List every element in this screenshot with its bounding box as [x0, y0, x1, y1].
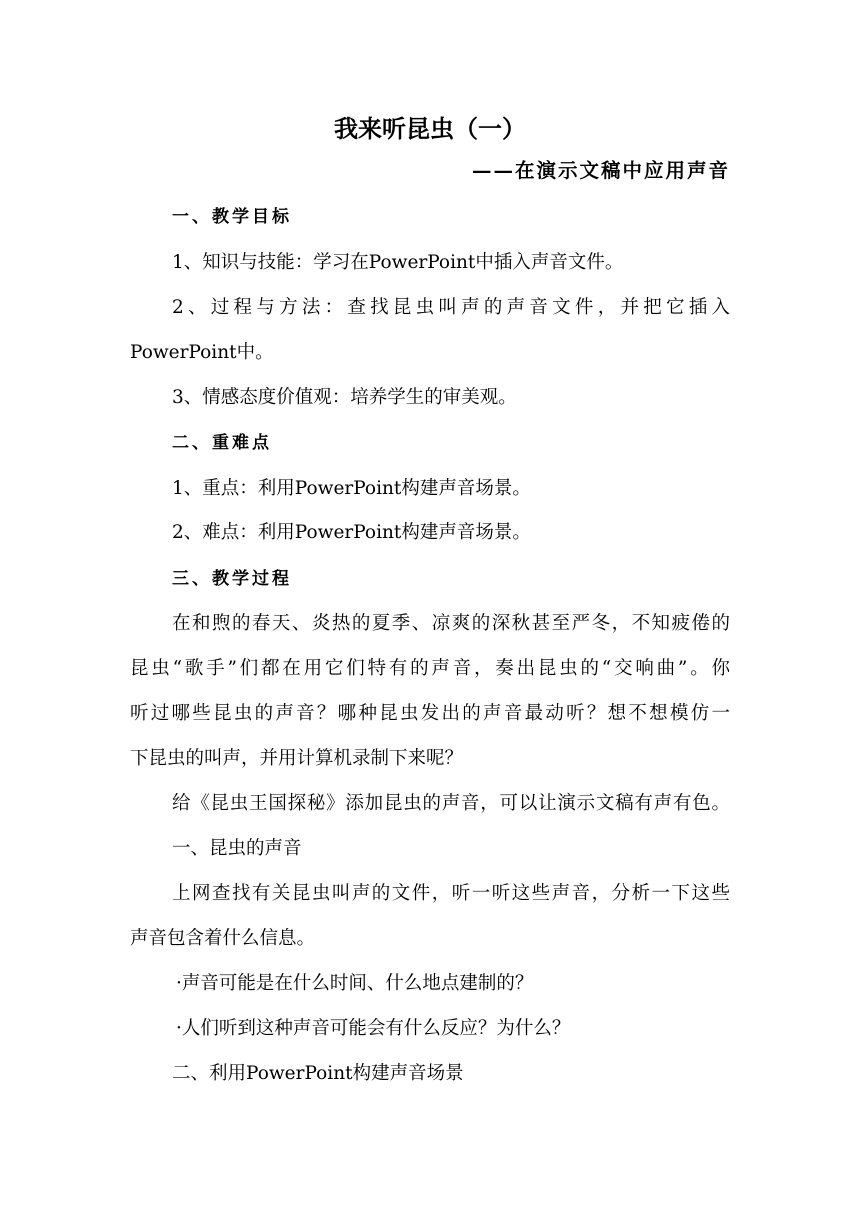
paragraph-intro-line2: 昆虫“歌手”们都在用它们特有的声音，奏出昆虫的“交响曲”。你	[130, 658, 730, 679]
paragraph-intro-line1: 在和煦的春天、炎热的夏季、凉爽的深秋甚至严冬，不知疲倦的	[172, 613, 730, 634]
bullet-item-time-place: ·声音可能是在什么时间、什么地点建制的？	[176, 973, 534, 994]
doc-title: 我来听昆虫（一）	[334, 115, 526, 143]
section-heading-process: 三、教学过程	[172, 569, 292, 589]
paragraph-search-line1: 上网查找有关昆虫叫声的文件，听一听这些声音，分析一下这些	[172, 883, 730, 904]
paragraph-knowledge-skills: 1、知识与技能：学习在PowerPoint中插入声音文件。	[172, 252, 624, 273]
doc-subtitle: ——在演示文稿中应用声音	[471, 159, 730, 182]
paragraph-search-line2: 声音包含着什么信息。	[130, 928, 316, 949]
paragraph-attitude-values: 3、情感态度价值观：培养学生的审美观。	[172, 387, 517, 408]
paragraph-intro-line3: 听过哪些昆虫的声音？哪种昆虫发出的声音最动听？想不想模仿一	[130, 703, 730, 724]
paragraph-add-sound: 给《昆虫王国探秘》添加昆虫的声音，可以让演示文稿有声有色。	[172, 793, 730, 814]
paragraph-process-method: 2、过程与方法：查找昆虫叫声的声音文件，并把它插入	[172, 297, 730, 318]
bullet-item-reaction: ·人们听到这种声音可能会有什么反应？为什么？	[176, 1018, 571, 1039]
paragraph-intro-line4: 下昆虫的叫声，并用计算机录制下来呢？	[130, 748, 464, 769]
subheading-insect-sounds: 一、昆虫的声音	[172, 838, 302, 859]
paragraph-key-point: 1、重点：利用PowerPoint构建声音场景。	[172, 478, 531, 499]
paragraph-process-method-cont: PowerPoint中。	[130, 342, 274, 363]
subheading-build-sound-scene: 二、利用PowerPoint构建声音场景	[172, 1063, 464, 1084]
section-heading-key-points: 二、重难点	[172, 433, 272, 453]
section-heading-objectives: 一、教学目标	[172, 207, 292, 227]
paragraph-difficult-point: 2、难点：利用PowerPoint构建声音场景。	[172, 522, 531, 543]
